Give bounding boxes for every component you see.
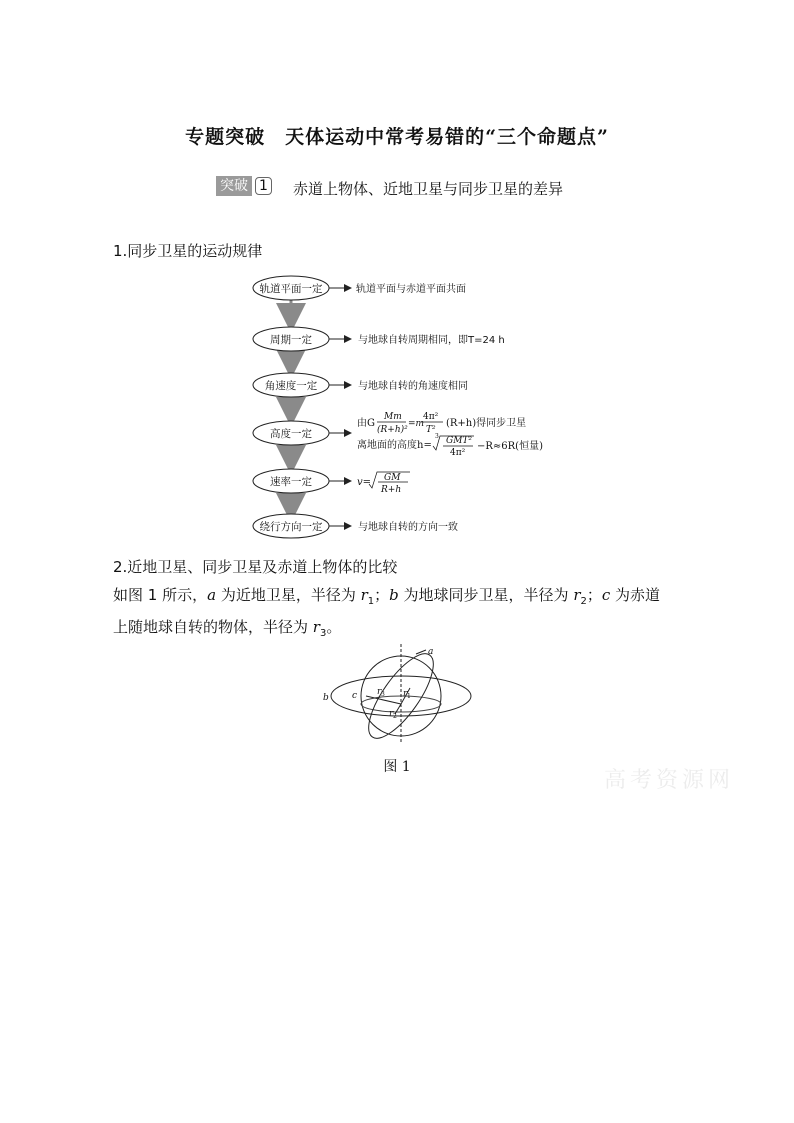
formula-text: −R≈6R(恒量)	[477, 441, 543, 452]
flow-note: 与地球自转周期相同，即T=24 h	[358, 335, 505, 346]
height-formula	[357, 412, 543, 458]
text-run: 2	[580, 596, 587, 607]
text-run: r	[360, 586, 368, 604]
flow-node-label: 周期一定	[270, 334, 312, 346]
text-run: c	[601, 586, 611, 604]
text-run: 。	[326, 618, 342, 636]
label-r1-sub: 1	[407, 693, 411, 700]
formula-text: (R+h)²	[377, 425, 408, 435]
label-b: b	[323, 693, 329, 703]
paragraph-line-1	[113, 585, 660, 612]
flow-node-label: 轨道平面一定	[259, 283, 323, 295]
formula-text: GMT²	[446, 436, 473, 446]
flow-node-label: 速率一定	[270, 476, 312, 488]
formula-text: T²	[426, 425, 436, 435]
subsection2-heading: 2.近地卫星、同步卫星及赤道上物体的比较	[113, 558, 398, 576]
watermark: 高考资源网	[604, 768, 735, 793]
orbit-figure	[310, 640, 490, 752]
formula-text: 3	[435, 433, 439, 440]
flow-note: 轨道平面与赤道平面共面	[356, 284, 466, 295]
formula-text: 由G	[357, 418, 375, 429]
flow-note: 与地球自转的方向一致	[358, 522, 458, 533]
text-run: 为近地卫星，半径为	[216, 586, 361, 604]
formula-text: 4π²	[450, 448, 466, 458]
text-run: a	[207, 586, 217, 604]
formula-text: 4π²	[423, 412, 439, 422]
formula-text: (R+h)得同步卫星	[446, 418, 527, 429]
text-run: r	[312, 618, 320, 636]
flow-node-label: 绕行方向一定	[259, 521, 323, 533]
text-run: 如图 1 所示，	[113, 586, 208, 604]
flow-chart	[0, 0, 794, 545]
label-r2-sub: 2	[393, 713, 397, 720]
page-title: 专题突破 天体运动中常考易错的“三个命题点”	[185, 126, 609, 148]
formula-text: v=	[357, 477, 372, 488]
text-run: 为地球同步卫星，半径为	[398, 586, 574, 604]
text-run: ；	[374, 586, 390, 604]
section-badge-label: 突破	[216, 176, 252, 196]
label-r2: r	[389, 709, 394, 719]
flow-node-label: 高度一定	[270, 428, 312, 440]
paragraph-line-2	[113, 617, 341, 644]
formula-text: GM	[384, 473, 401, 483]
section-title: 赤道上物体、近地卫星与同步卫星的差异	[293, 180, 564, 198]
text-run: r	[573, 586, 581, 604]
figure-caption: 图 1	[383, 759, 411, 775]
text-run: 1	[367, 596, 375, 607]
label-c: c	[352, 691, 358, 701]
label-a: a	[428, 647, 434, 657]
flow-note: 与地球自转的角速度相同	[358, 381, 468, 392]
label-r3: r	[377, 687, 382, 697]
subsection1-heading: 1.同步卫星的运动规律	[113, 242, 263, 260]
text-run: 为赤道	[610, 586, 661, 604]
label-r1: r	[403, 689, 408, 699]
formula-text: R+h	[381, 485, 402, 495]
text-run: ；	[586, 586, 602, 604]
flow-node-label: 角速度一定	[264, 380, 318, 392]
text-run: b	[389, 586, 399, 604]
speed-formula	[357, 472, 410, 495]
text-run: 3	[319, 628, 327, 639]
text-run: 上随地球自转的物体，半径为	[113, 618, 313, 636]
formula-text: Mm	[384, 412, 402, 422]
formula-text: 离地面的高度h=	[357, 440, 432, 451]
formula-text: =m	[408, 419, 425, 429]
label-r3-sub: 3	[381, 691, 385, 698]
section-badge-number: 1	[255, 177, 272, 195]
